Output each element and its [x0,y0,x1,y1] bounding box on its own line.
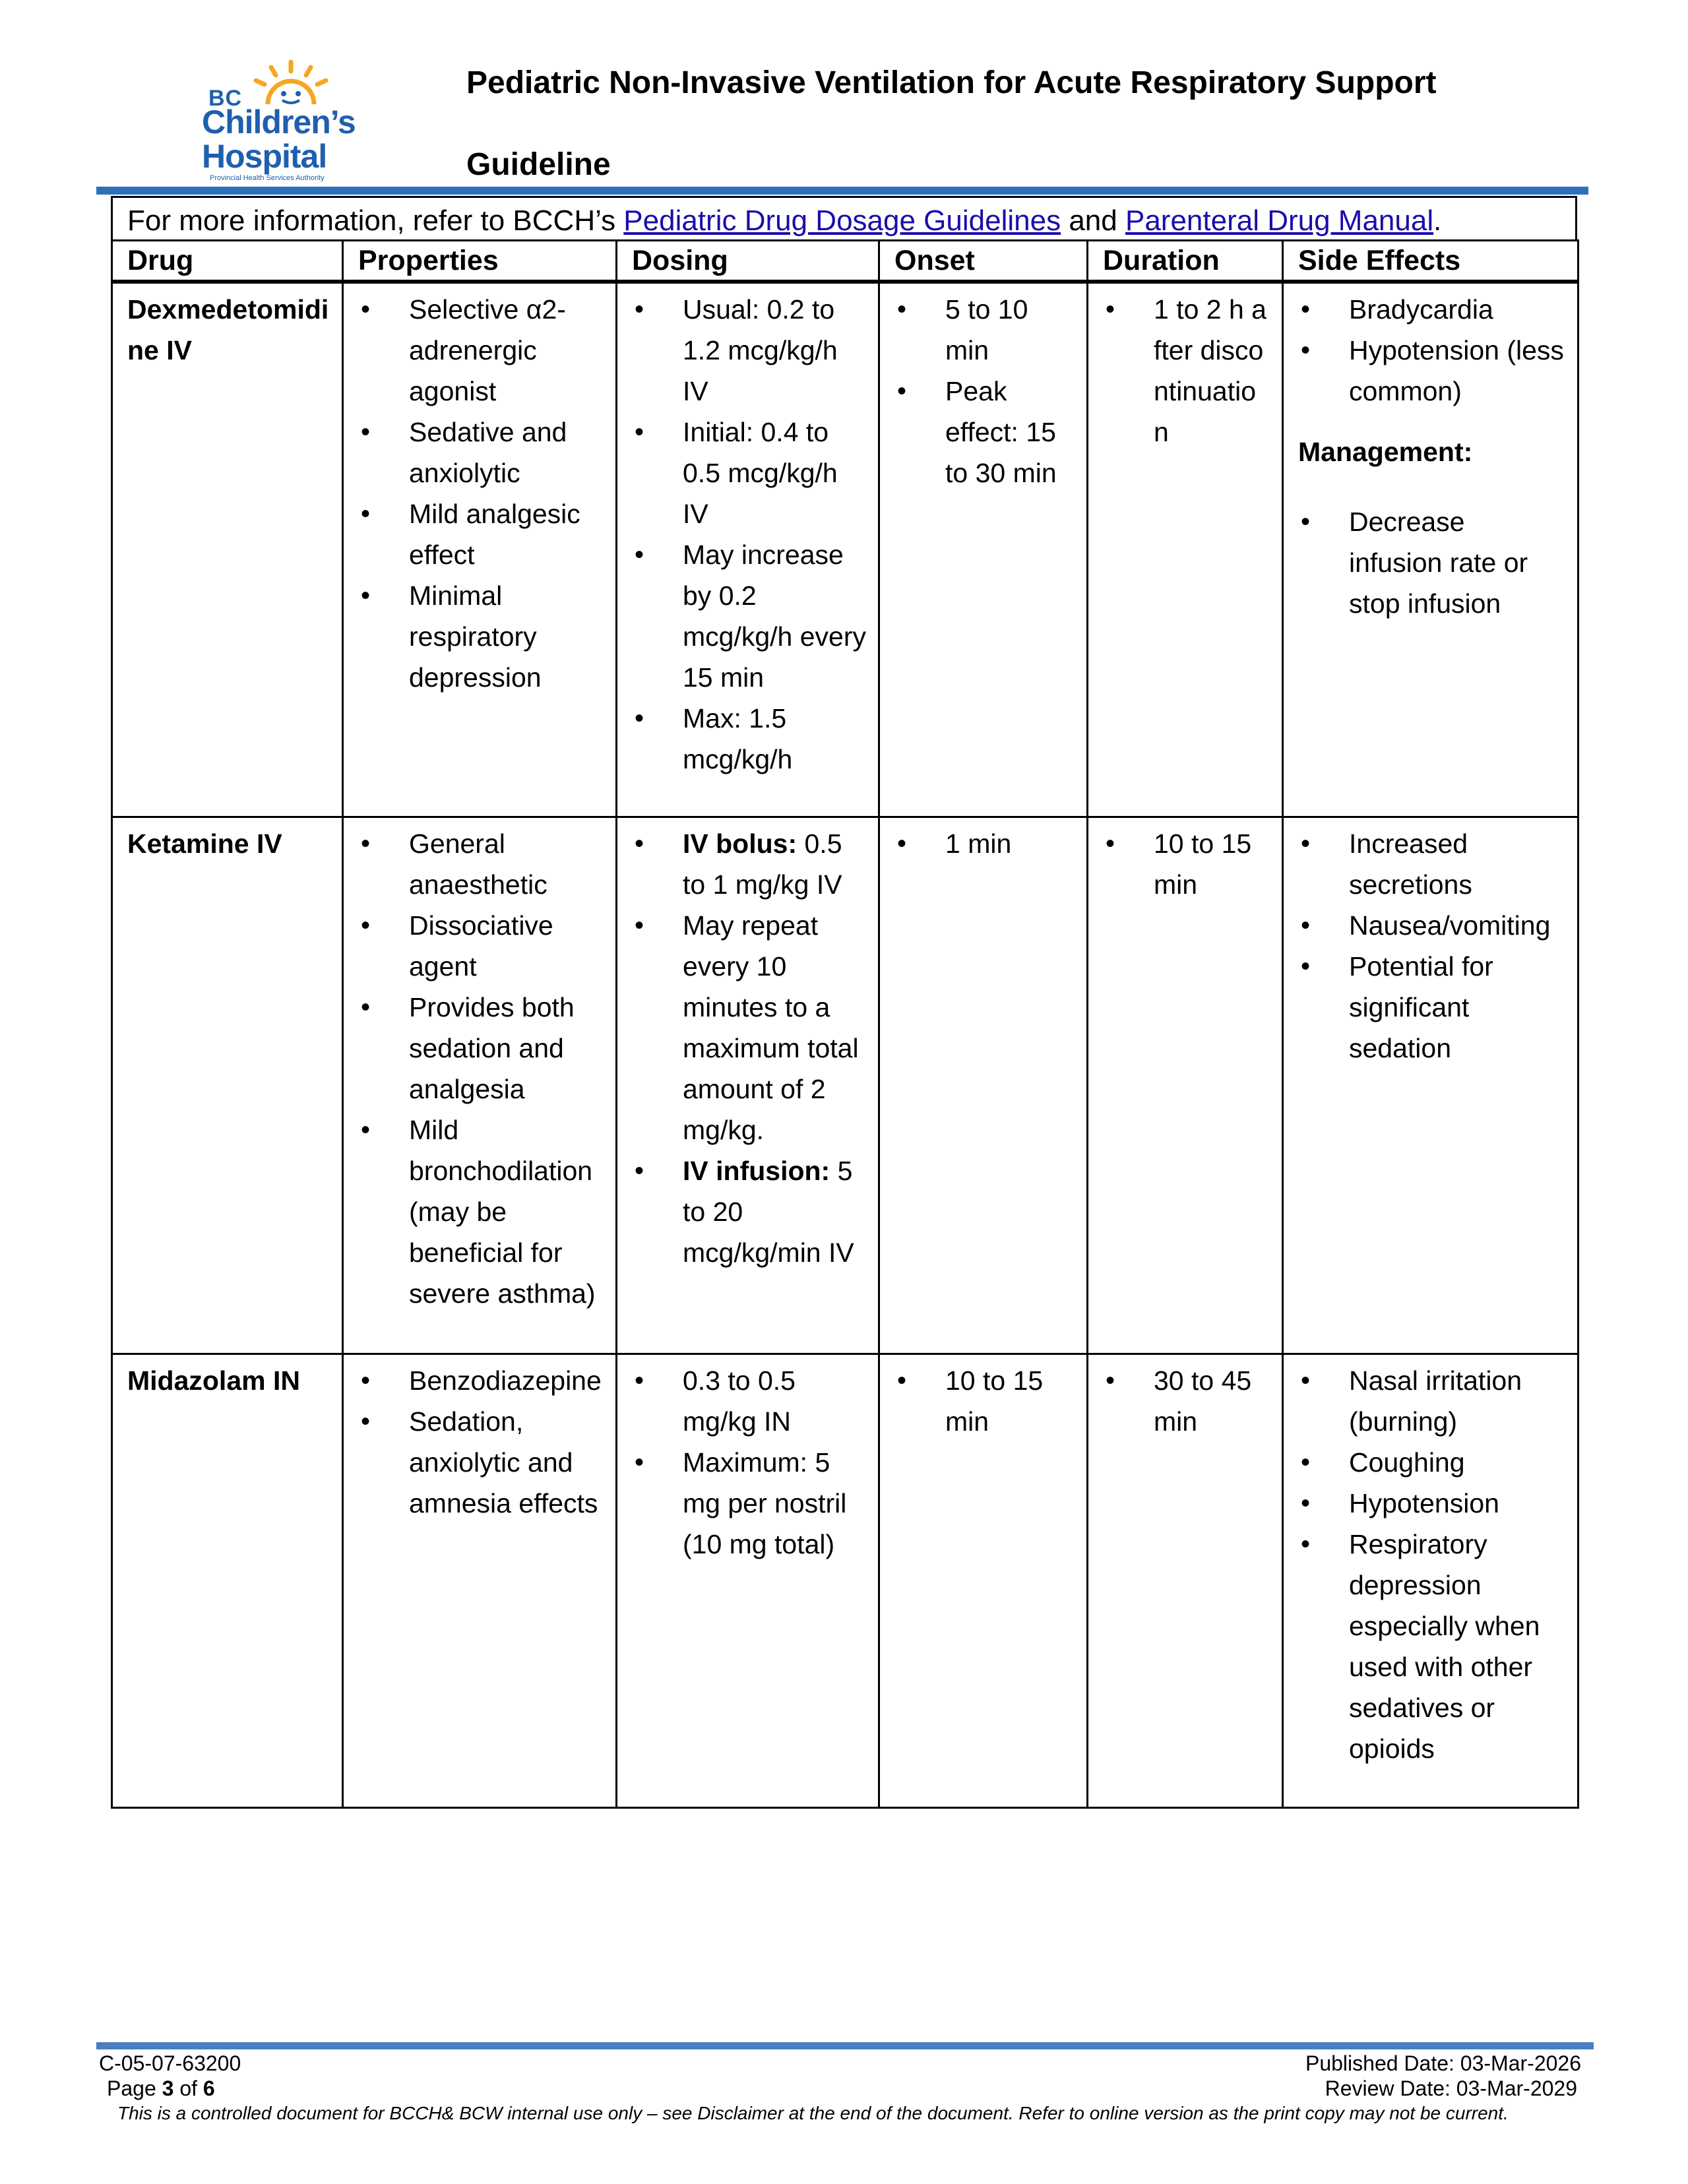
published-date: Published Date: 03-Mar-2026 [1305,2051,1581,2075]
footer-divider [96,2042,1594,2049]
list-item [632,823,866,905]
list-item: • 0.3 to 0.5 mg/kg IN [632,1360,866,1442]
logo-bc: BC [208,86,243,111]
list-item: • Decrease infusion rate or stop infusion [1298,501,1565,624]
properties-cell [343,282,617,817]
drug-name: Ketamine IV [127,828,282,859]
list-item: • Initial: 0.4 to 0.5 mcg/kg/h IV [632,412,866,534]
list-item: • Benzodiazepine [358,1360,604,1401]
info-mid: and [1061,204,1125,237]
column-header: Onset [879,241,1088,282]
list-item: • Peak effect: 15 to 30 min [894,371,1075,493]
list-item: • 10 to 15 min [894,1360,1075,1442]
page-mid: of [173,2076,203,2100]
list-item: • Sedative and anxiolytic [358,412,604,493]
onset-cell [879,1354,1088,1807]
document-title: Pediatric Non-Invasive Ventilation for Acute Respiratory Support [466,65,1437,100]
review-date: Review Date: 03-Mar-2029 [1325,2076,1577,2100]
list-item: • 5 to 10 min [894,289,1075,371]
list-item: • Nausea/vomiting [1298,905,1565,946]
list-item: • May increase by 0.2 mcg/kg/h every 15 min [632,534,866,698]
table-header-row [112,241,1579,282]
table-row [112,282,1579,817]
list-item: • Mild analgesic effect [358,493,604,575]
list-item: • Hypotension [1298,1483,1565,1524]
table-row [112,817,1579,1354]
page-prefix: Page [107,2076,162,2100]
dose-text: 5 to 20 mcg/kg/min IV [683,1155,854,1268]
page-current: 3 [162,2076,174,2100]
dose-text: May repeat every 10 minutes to a maximum total amount of 2 mg/kg. [683,910,859,1145]
drug-name-cell [112,282,343,817]
disclaimer: This is a controlled document for BCCH& BCW internal use only – see Disclaimer at the end of the document. Refer to online version as the print copy may not be current. [117,2103,1509,2123]
info-row [111,196,1577,239]
properties-cell [343,817,617,1354]
list-item: • Minimal respiratory depression [358,575,604,698]
drug-name-cell [112,817,343,1354]
list-item: • Sedation, anxiolytic and amnesia effects [358,1401,604,1524]
list-item: • 30 to 45 min [1103,1360,1270,1442]
list-item: • Max: 1.5 mcg/kg/h [632,698,866,780]
drug-table [111,239,1579,1809]
list-item: • Nasal irritation (burning) [1298,1360,1565,1442]
drug-name: Dexmedetomidine IV [127,294,329,365]
side-effects-cell [1283,1354,1579,1807]
properties-cell [343,1354,617,1807]
dosing-cell [617,282,879,817]
parenteral-drug-manual-link[interactable]: Parenteral Drug Manual [1125,204,1434,237]
onset-cell [879,817,1088,1354]
list-item: • General anaesthetic [358,823,604,905]
bc-childrens-hospital-logo [195,58,373,183]
column-header: Properties [343,241,617,282]
dosing-cell [617,1354,879,1807]
duration-cell [1088,817,1283,1354]
page-total: 6 [203,2076,215,2100]
table-row [112,1354,1579,1807]
dosing-cell [617,817,879,1354]
column-header: Side Effects [1283,241,1579,282]
list-item [632,905,866,1150]
list-item: • Provides both sedation and analgesia [358,987,604,1109]
pediatric-drug-dosage-link[interactable]: Pediatric Drug Dosage Guidelines [623,204,1061,237]
list-item: • Potential for significant sedation [1298,946,1565,1069]
header-divider [96,187,1588,195]
sun-icon [241,58,340,108]
dose-text: 0.5 to 1 mg/kg IV [683,828,842,900]
side-effects-cell [1283,817,1579,1354]
side-effects-cell [1283,282,1579,817]
logo-hospital: Hospital [202,138,327,175]
drug-name-cell [112,1354,343,1807]
column-header: Dosing [617,241,879,282]
management-label: Management: [1298,437,1473,467]
document-subtitle: Guideline [466,147,611,182]
list-item: • Bradycardia [1298,289,1565,330]
list-item: • Increased secretions [1298,823,1565,905]
list-item: • Dissociative agent [358,905,604,987]
dose-label: IV bolus: [683,828,797,859]
drug-name: Midazolam IN [127,1365,300,1396]
list-item: • Selective α2-adrenergic agonist [358,289,604,412]
info-prefix: For more information, refer to BCCH’s [127,204,624,237]
column-header: Drug [112,241,343,282]
page-number [107,2076,215,2101]
list-item: • Coughing [1298,1442,1565,1483]
logo-tagline: Provincial Health Services Authority [210,174,325,182]
list-item: • Respiratory depression especially when used with other sedatives or opioids [1298,1524,1565,1769]
duration-cell [1088,282,1283,817]
list-item: • Hypotension (less common) [1298,330,1565,412]
logo-childrens: Children’s [202,104,356,140]
list-item: • 10 to 15 min [1103,823,1270,905]
info-suffix: . [1433,204,1442,237]
list-item [632,1150,866,1273]
document-id: C-05-07-63200 [99,2051,241,2075]
list-item: • Maximum: 5 mg per nostril (10 mg total) [632,1442,866,1565]
list-item: • 1 to 2 h after discontinuation [1103,289,1270,452]
list-item: • Mild bronchodilation (may be beneficial for severe asthma) [358,1109,604,1314]
duration-cell [1088,1354,1283,1807]
list-item: • Usual: 0.2 to 1.2 mcg/kg/h IV [632,289,866,412]
dose-label: IV infusion: [683,1155,830,1186]
onset-cell [879,282,1088,817]
list-item: • 1 min [894,823,1075,864]
column-header: Duration [1088,241,1283,282]
